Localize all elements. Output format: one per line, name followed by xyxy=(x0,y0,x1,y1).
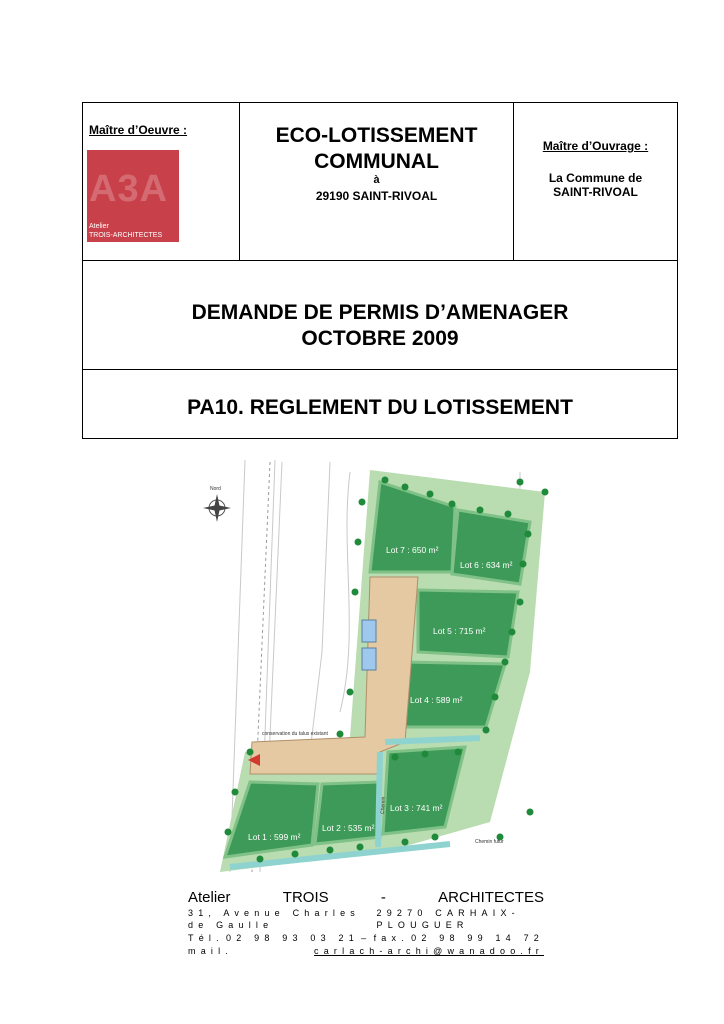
project-title xyxy=(240,123,513,175)
chemin-futur-label: Chemin futur xyxy=(475,839,504,845)
maitre-ouvrage-label: Maître d’Ouvrage : xyxy=(542,139,649,153)
ouvrage-line-1: La Commune de xyxy=(548,171,643,185)
talus-label: conservation du talus existant xyxy=(262,731,328,737)
lot-6 xyxy=(452,510,530,584)
lot-4-label: Lot 4 : 589 m² xyxy=(410,695,463,705)
parking-1 xyxy=(362,620,376,642)
lot-6-label: Lot 6 : 634 m² xyxy=(460,560,513,570)
footer-word-trois: TROIS xyxy=(282,889,329,906)
logo-sub-atelier: Atelier xyxy=(89,223,109,230)
north-label: Nord xyxy=(210,486,221,492)
footer-tel: 02 98 93 03 21 xyxy=(226,933,359,943)
north-compass xyxy=(203,494,231,522)
footer-fax: 02 98 99 14 72 xyxy=(411,933,544,943)
header-row xyxy=(83,103,677,261)
demande-line-1: DEMANDE DE PERMIS D’AMENAGER xyxy=(191,301,569,324)
footer-firm xyxy=(188,889,544,906)
title-city: 29190 SAINT-RIVOAL xyxy=(315,189,438,203)
lot-5-label: Lot 5 : 715 m² xyxy=(433,626,486,636)
project-title-cell xyxy=(240,103,514,260)
section-title: PA10. REGLEMENT DU LOTISSEMENT xyxy=(187,396,573,419)
footer-fax-label: fax. xyxy=(373,933,409,943)
logo-sub-name: TROIS-ARCHITECTES xyxy=(89,232,163,239)
footer-address-city: 29270 CARHAIX-PLOUGUER xyxy=(376,908,520,930)
footer-tel-label: Tél. xyxy=(188,933,224,943)
demande-title xyxy=(83,300,677,352)
footer-address xyxy=(188,907,544,931)
parking-2 xyxy=(362,648,376,670)
footer-address-street: 31, Avenue Charles de Gaulle xyxy=(188,908,360,930)
section-row xyxy=(83,370,677,438)
maitre-oeuvre-label: Maître d’Oeuvre : xyxy=(89,123,188,137)
lot-2 xyxy=(315,782,380,844)
maitre-ouvrage-name xyxy=(514,171,677,199)
maitre-ouvrage-cell xyxy=(514,103,677,260)
chemin-label: Chemin xyxy=(380,796,387,815)
footer-word-dash: - xyxy=(380,889,386,906)
footer-mail-label: mail. xyxy=(188,946,234,956)
demande-row xyxy=(83,260,677,370)
title-line-2: COMMUNAL xyxy=(314,150,439,173)
lot-1-label: Lot 1 : 599 m² xyxy=(248,832,301,842)
footer-phone xyxy=(188,932,544,944)
footer xyxy=(188,889,544,957)
demande-line-2: OCTOBRE 2009 xyxy=(301,327,459,350)
lot-2-label: Lot 2 : 535 m² xyxy=(322,823,375,833)
site-plan xyxy=(190,452,560,877)
footer-word-atelier: Atelier xyxy=(188,889,231,906)
title-line-1: ECO-LOTISSEMENT xyxy=(275,124,478,147)
footer-dash: – xyxy=(361,933,372,943)
lot-7-label: Lot 7 : 650 m² xyxy=(386,545,439,555)
logo-subtitle xyxy=(89,222,162,240)
ouvrage-line-2: SAINT-RIVOAL xyxy=(553,185,638,199)
lot-3-label: Lot 3 : 741 m² xyxy=(390,803,443,813)
footer-mail xyxy=(188,945,544,957)
footer-email-link[interactable]: carlach-archi@wanadoo.fr xyxy=(314,946,544,956)
footer-word-architectes: ARCHITECTES xyxy=(438,889,544,906)
maitre-oeuvre-cell xyxy=(83,103,240,260)
logo-text: A3A xyxy=(89,168,169,210)
a3a-logo xyxy=(87,150,179,242)
title-block xyxy=(82,102,678,439)
lot-5 xyxy=(418,590,518,657)
title-a: à xyxy=(373,174,380,186)
